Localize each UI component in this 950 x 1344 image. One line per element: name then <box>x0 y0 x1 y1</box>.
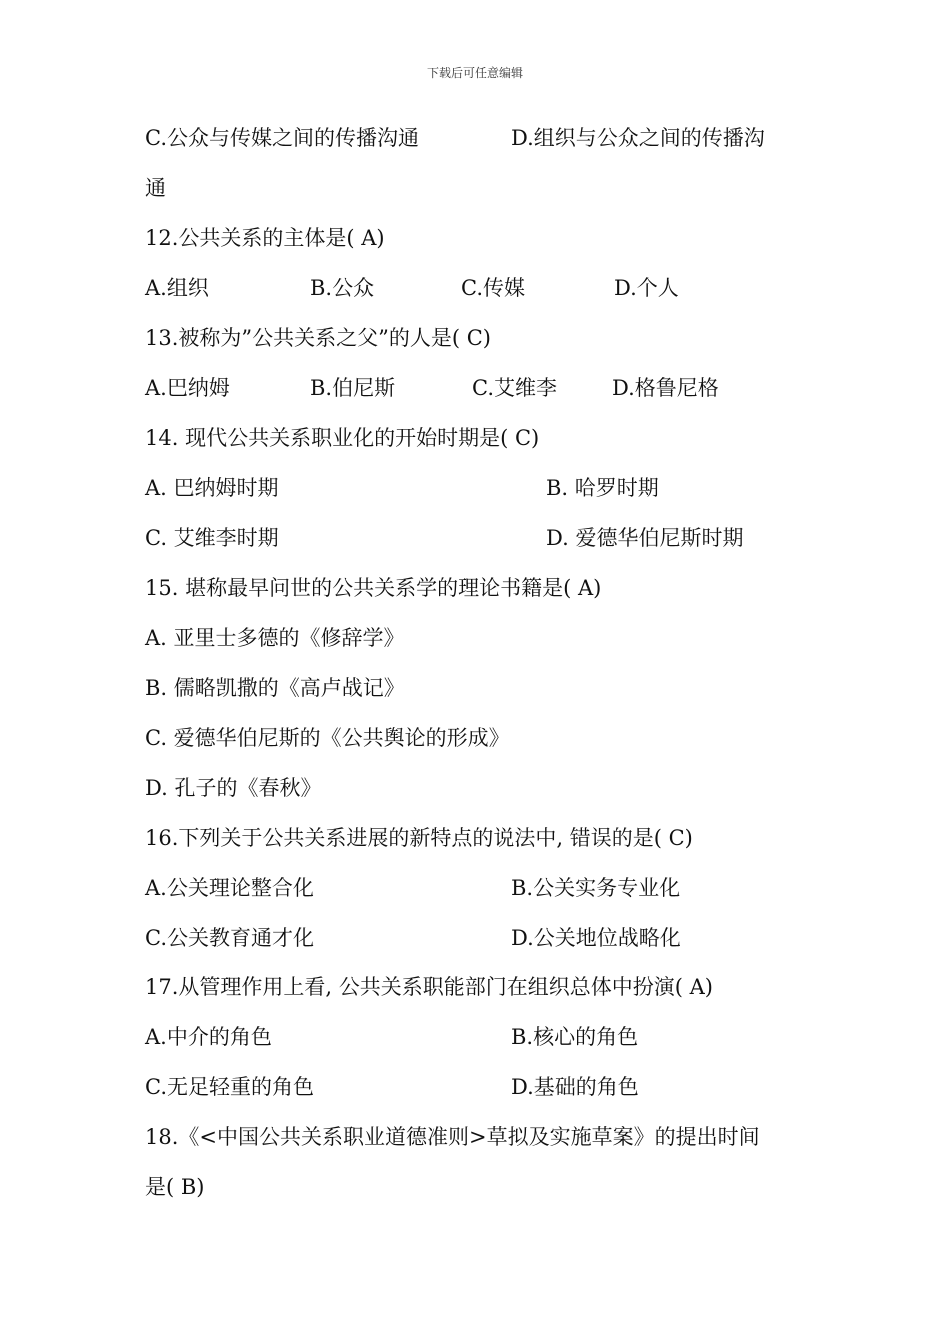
q15-option-c: C. 爱德华伯尼斯的《公共舆论的形成》 <box>145 726 510 750</box>
q15-option-b: B. 儒略凯撒的《高卢战记》 <box>145 676 405 700</box>
page-header: 下载后可任意编辑 <box>426 66 523 80</box>
q17-option-c: C.无足轻重的角色 <box>145 1075 314 1099</box>
q13-option-c: C.艾维李 <box>472 376 557 400</box>
q17-option-a: A.中介的角色 <box>145 1025 272 1049</box>
q16-option-b: B.公关实务专业化 <box>511 876 681 900</box>
q18-stem: 18.《<中国公共关系职业道德准则>草拟及实施草案》的提出时间 <box>145 1125 760 1149</box>
q15-option-d: D. 孔子的《春秋》 <box>145 776 322 800</box>
q11-option-d: D.组织与公众之间的传播沟 <box>511 126 765 150</box>
q18-stem-wrap: 是( B) <box>145 1175 205 1199</box>
q11-option-d-wrap: 通 <box>145 176 166 200</box>
q13-option-d: D.格鲁尼格 <box>612 376 719 400</box>
q14-option-d: D. 爱德华伯尼斯时期 <box>546 526 744 550</box>
q14-option-c: C. 艾维李时期 <box>145 526 279 550</box>
q15-stem: 15. 堪称最早问世的公共关系学的理论书籍是( A) <box>145 576 602 600</box>
q11-option-c: C.公众与传媒之间的传播沟通 <box>145 126 419 150</box>
q16-option-a: A.公关理论整合化 <box>145 876 314 900</box>
q14-option-a: A. 巴纳姆时期 <box>145 476 279 500</box>
q13-option-a: A.巴纳姆 <box>145 376 230 400</box>
q12-option-d: D.个人 <box>614 276 679 300</box>
q17-option-d: D.基础的角色 <box>511 1075 639 1099</box>
q15-option-a: A. 亚里士多德的《修辞学》 <box>145 626 405 650</box>
q13-stem: 13.被称为”公共关系之父”的人是( C) <box>145 326 491 350</box>
q16-option-d: D.公关地位战略化 <box>511 926 681 950</box>
q12-option-c: C.传媒 <box>461 276 525 300</box>
q17-stem: 17.从管理作用上看, 公共关系职能部门在组织总体中扮演( A) <box>145 975 713 999</box>
q12-option-b: B.公众 <box>310 276 375 300</box>
q12-option-a: A.组织 <box>145 276 209 300</box>
q14-option-b: B. 哈罗时期 <box>546 476 659 500</box>
q12-stem: 12.公共关系的主体是( A) <box>145 226 385 250</box>
q16-option-c: C.公关教育通才化 <box>145 926 314 950</box>
q14-stem: 14. 现代公共关系职业化的开始时期是( C) <box>145 426 540 450</box>
q16-stem: 16.下列关于公共关系进展的新特点的说法中, 错误的是( C) <box>145 826 693 850</box>
q13-option-b: B.伯尼斯 <box>310 376 396 400</box>
q17-option-b: B.核心的角色 <box>511 1025 639 1049</box>
